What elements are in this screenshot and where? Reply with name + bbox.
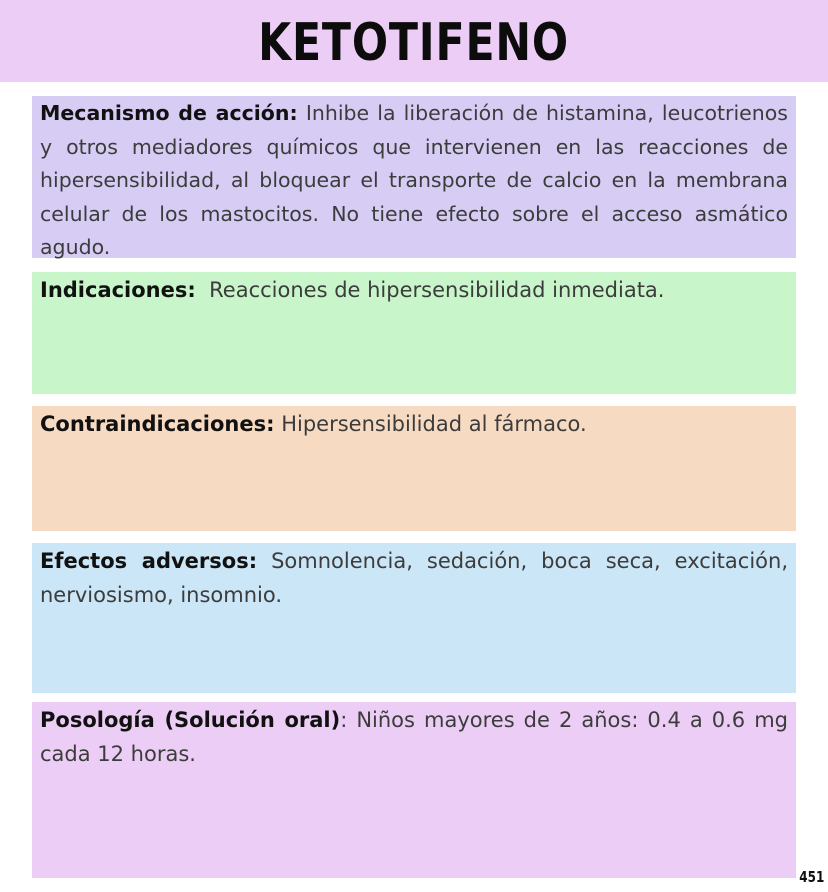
page-title: KETOTIFENO [258, 13, 570, 73]
indicaciones-text: Reacciones de hipersensibilidad inmediata. [209, 278, 665, 302]
posologia-label: Posología (Solución oral) [40, 708, 341, 732]
section-mecanismo [32, 96, 796, 258]
posologia-text: : Niños mayores de 2 años: 0.4 a 0.6 mg cada 12 horas. [40, 708, 788, 766]
efectos-text: Somnolencia, sedación, boca seca, excitación, nerviosismo, insomnio. [40, 549, 788, 607]
contraindicaciones-label: Contraindicaciones: [40, 412, 275, 436]
section-posologia [32, 702, 796, 878]
section-indicaciones [32, 272, 796, 394]
contraindicaciones-text: Hipersensibilidad al fármaco. [281, 412, 587, 436]
efectos-label: Efectos adversos: [40, 549, 258, 573]
page-number: 451 [798, 868, 824, 886]
section-efectos-adversos [32, 543, 796, 693]
mecanismo-label: Mecanismo de acción: [40, 101, 298, 125]
section-contraindicaciones [32, 406, 796, 531]
mecanismo-text: Inhibe la liberación de histamina, leucotrienos y otros mediadores químicos que intervienen en las reacciones de hipersensibilidad, al bloquear el transporte de calcio en la membrana celular de los mastocitos. No tiene efecto sobre el acceso asmático agudo. [40, 101, 788, 259]
title-bar [0, 0, 828, 82]
indicaciones-label: Indicaciones: [40, 278, 196, 302]
